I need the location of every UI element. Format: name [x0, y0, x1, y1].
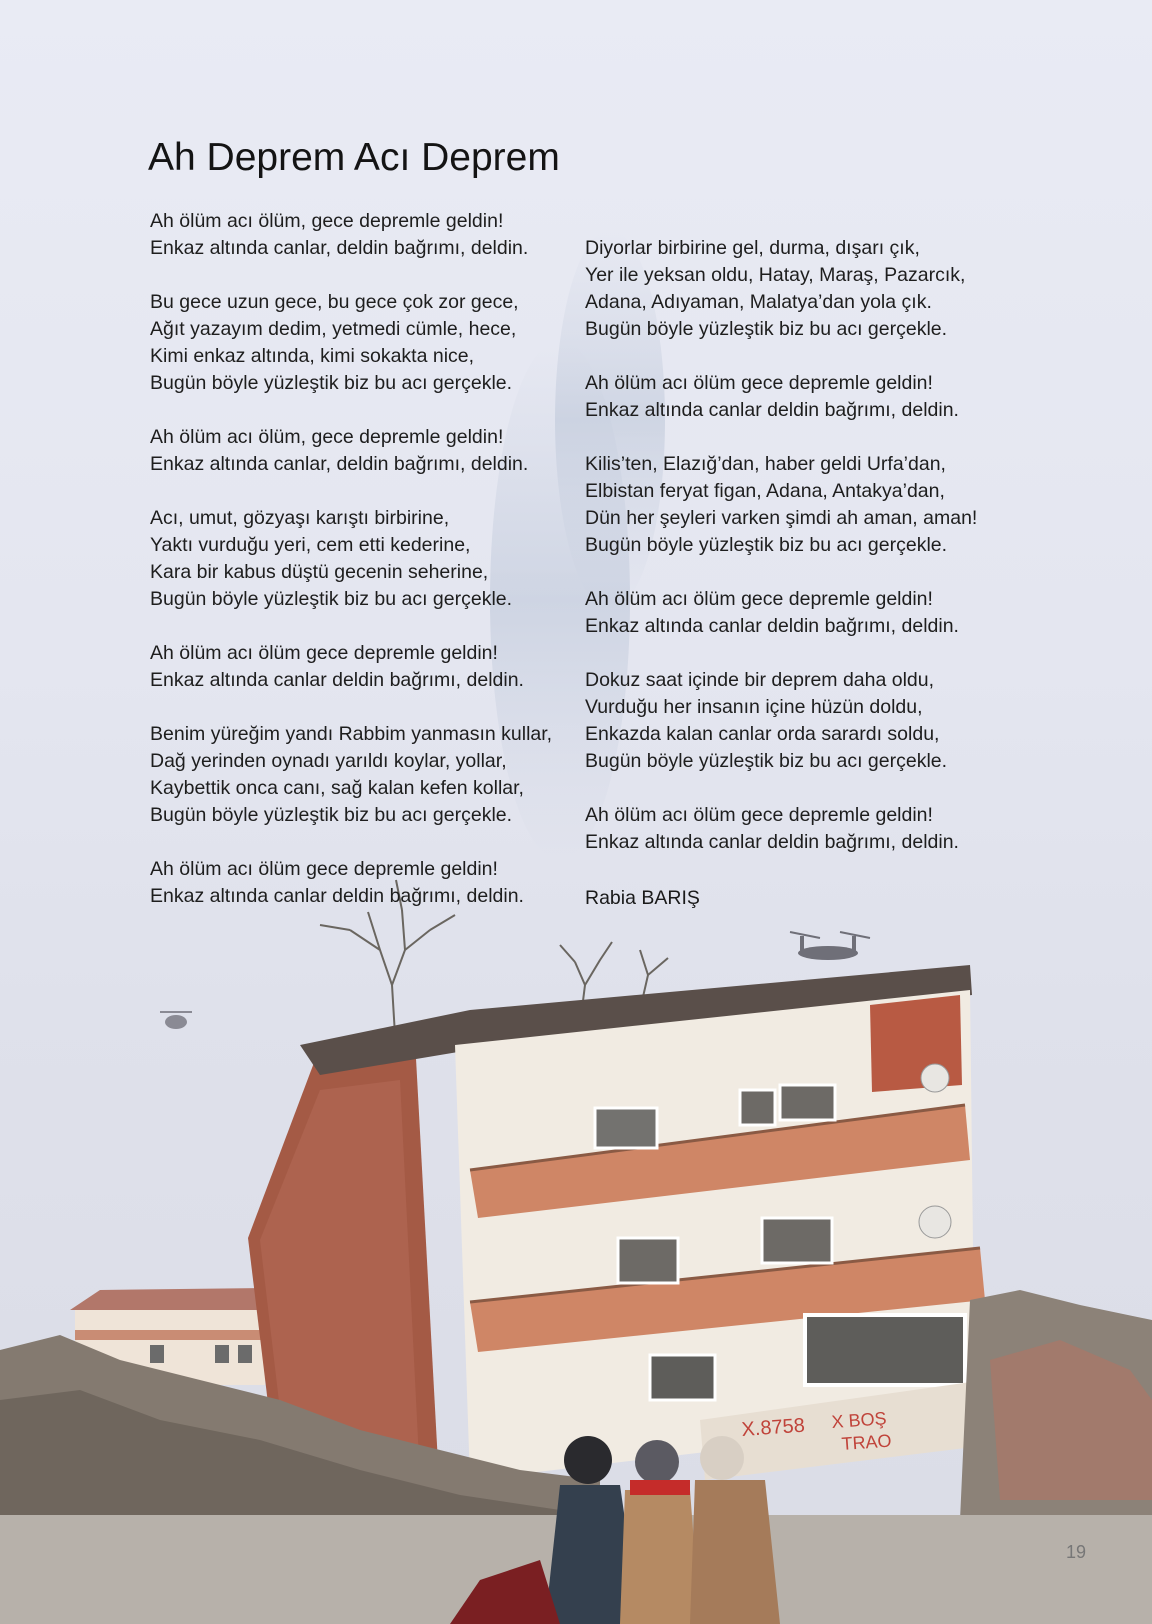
poem-line: Bugün böyle yüzleştik biz bu acı gerçekle. — [585, 750, 948, 772]
poem-line: Yer ile yeksan oldu, Hatay, Maraş, Pazarcık, — [585, 264, 966, 286]
stanza — [150, 640, 552, 694]
poem-line: Enkaz altında canlar deldin bağrımı, deldin. — [585, 399, 959, 421]
poem-line: Enkaz altında canlar, deldin bağrımı, deldin. — [150, 453, 529, 475]
poem-title: Ah Deprem Acı Deprem — [148, 136, 560, 179]
poem-line: Ah ölüm acı ölüm gece depremle geldin! — [150, 858, 498, 880]
poem-line: Enkaz altında canlar deldin bağrımı, deldin. — [585, 831, 959, 853]
poem-line: Bugün böyle yüzleştik biz bu acı gerçekle. — [150, 372, 513, 394]
poem-line: Enkaz altında canlar deldin bağrımı, deldin. — [585, 615, 959, 637]
graffiti-text: TRAO — [840, 1430, 893, 1454]
stanza — [150, 424, 552, 478]
stanza — [150, 856, 552, 910]
helicopter-icon — [790, 932, 870, 960]
poem-line: Kaybettik onca canı, sağ kalan kefen kollar, — [150, 777, 524, 799]
poem-line: Benim yüreğim yandı Rabbim yanmasın kullar, — [150, 723, 553, 745]
poem-line: Bugün böyle yüzleştik biz bu acı gerçekle. — [585, 534, 948, 556]
poem-line: Ağıt yazayım dedim, yetmedi cümle, hece, — [150, 318, 517, 340]
poem-line: Kara bir kabus düştü gecenin seherine, — [150, 561, 489, 583]
poem-line: Ah ölüm acı ölüm, gece depremle geldin! — [150, 426, 504, 448]
poem-line: Ah ölüm acı ölüm gece depremle geldin! — [585, 588, 933, 610]
graffiti-text: X BOŞ — [830, 1408, 888, 1432]
poem-line: Dağ yerinden oynadı yarıldı koylar, yollar, — [150, 750, 507, 772]
poem-line: Enkaz altında canlar, deldin bağrımı, deldin. — [150, 237, 529, 259]
poem-line: Enkaz altında canlar deldin bağrımı, deldin. — [150, 885, 524, 907]
poem-line: Acı, umut, gözyaşı karıştı birbirine, — [150, 507, 450, 529]
poem-line: Bugün böyle yüzleştik biz bu acı gerçekle. — [150, 588, 513, 610]
poem-line: Dün her şeyleri varken şimdi ah aman, aman! — [585, 507, 978, 529]
poem-line: Kimi enkaz altında, kimi sokakta nice, — [150, 345, 475, 367]
poem-line: Enkaz altında canlar deldin bağrımı, deldin. — [150, 669, 524, 691]
stanza — [585, 451, 977, 559]
stanza — [150, 208, 552, 262]
stanza — [150, 505, 552, 613]
poem-line: Dokuz saat içinde bir deprem daha oldu, — [585, 669, 935, 691]
poem-line: Ah ölüm acı ölüm gece depremle geldin! — [585, 804, 933, 826]
graffiti-text: X.8758 — [740, 1414, 806, 1441]
poem-line: Yaktı vurduğu yeri, cem etti kederine, — [150, 534, 471, 556]
poem-line: Vurduğu her insanın içine hüzün doldu, — [585, 696, 923, 718]
stanza — [585, 802, 977, 856]
helicopter-small-icon — [160, 1012, 192, 1029]
poem-author: Rabia BARIŞ — [585, 887, 700, 909]
page-number: 19 — [1066, 1542, 1087, 1562]
stanza — [150, 289, 552, 397]
poem-left-column — [150, 208, 552, 937]
poem-line: Bugün böyle yüzleştik biz bu acı gerçekle. — [585, 318, 948, 340]
stanza — [585, 370, 977, 424]
poem-right-column — [585, 235, 977, 883]
poem-line: Ah ölüm acı ölüm gece depremle geldin! — [585, 372, 933, 394]
stanza — [585, 667, 977, 775]
poem-line: Ah ölüm acı ölüm gece depremle geldin! — [150, 642, 498, 664]
stanza — [585, 586, 977, 640]
stanza — [150, 721, 552, 829]
poem-line: Bugün böyle yüzleştik biz bu acı gerçekle. — [150, 804, 513, 826]
poem-line: Enkazda kalan canlar orda sarardı soldu, — [585, 723, 940, 745]
poem-line: Elbistan feryat figan, Adana, Antakya’dan, — [585, 480, 945, 502]
poem-line: Bu gece uzun gece, bu gece çok zor gece, — [150, 291, 519, 313]
collapsed-building — [248, 965, 990, 1500]
poem-line: Adana, Adıyaman, Malatya’dan yola çık. — [585, 291, 932, 313]
stanza — [585, 235, 977, 343]
poem-line: Kilis’ten, Elazığ’dan, haber geldi Urfa’dan, — [585, 453, 946, 475]
poem-line: Diyorlar birbirine gel, durma, dışarı çık, — [585, 237, 920, 259]
poem-line: Ah ölüm acı ölüm, gece depremle geldin! — [150, 210, 504, 232]
